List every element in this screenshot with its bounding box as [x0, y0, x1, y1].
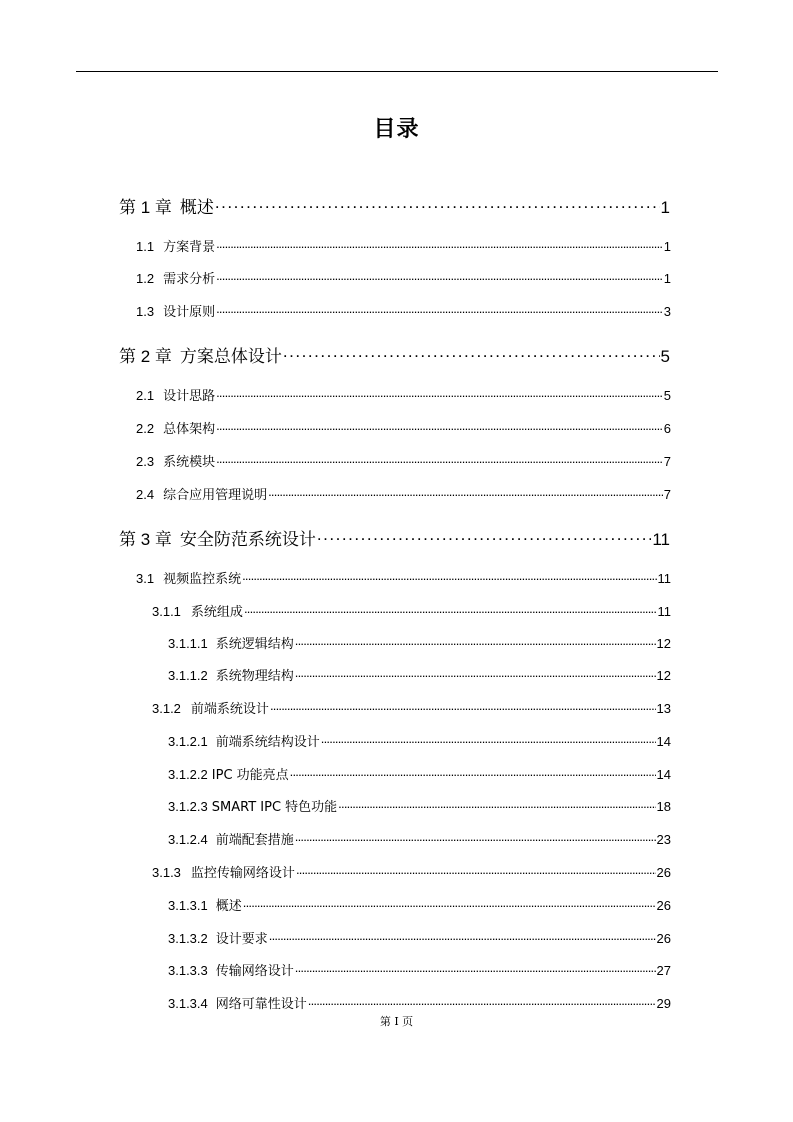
toc-entry-number: 3.1.2.1 [168, 734, 208, 749]
toc-entry[interactable] [168, 829, 671, 848]
toc-entry[interactable] [168, 731, 671, 750]
dot-leader [295, 635, 656, 648]
toc-entry-page: 11 [657, 604, 671, 619]
toc-entry-page: 29 [656, 996, 671, 1011]
toc-entry-page: 26 [656, 865, 671, 880]
toc-entry-number: 3.1 [136, 571, 155, 586]
toc-entry-number: 3.1.2.3 [168, 799, 208, 814]
toc-entry-page: 13 [656, 701, 671, 716]
toc-entry[interactable] [136, 418, 671, 437]
toc-entry[interactable] [168, 764, 671, 783]
toc-entry-number: 3.1.1.1 [168, 636, 208, 651]
toc-entry-page: 6 [663, 421, 671, 436]
toc-entry-number: 1.1 [136, 239, 155, 254]
toc-entry[interactable] [119, 525, 670, 550]
toc-entry-label: 设计思路 [163, 389, 216, 404]
toc-entry-label: 网络可靠性设计 [215, 997, 307, 1012]
toc-entry-page: 12 [656, 668, 671, 683]
toc-entry-page: 1 [663, 239, 671, 254]
dot-leader [216, 453, 663, 466]
toc-entry-page: 7 [663, 487, 671, 502]
dot-leader [295, 667, 656, 680]
toc-entry-page: 3 [663, 304, 671, 319]
toc-entry-label: 前端系统设计 [190, 702, 269, 717]
dot-leader [216, 238, 663, 251]
toc-entry-page: 5 [663, 388, 671, 403]
toc-entry-number: 3.1.2.4 [168, 832, 208, 847]
toc-entry-label: 监控传输网络设计 [190, 866, 295, 881]
toc-entry-number: 1.3 [136, 304, 155, 319]
toc-entry[interactable] [119, 193, 670, 218]
toc-entry-label: 方案背景 [163, 240, 216, 255]
toc-title: 目录 [373, 117, 420, 142]
toc-entry[interactable] [136, 484, 671, 503]
toc-entry-number: 3.1.3 [152, 865, 181, 880]
toc-entry[interactable] [168, 796, 671, 815]
toc-entry-label: 视频监控系统 [163, 572, 242, 587]
toc-entry-label: 前端系统结构设计 [215, 735, 320, 750]
dot-leader [243, 897, 656, 910]
toc-entry[interactable] [152, 698, 671, 717]
toc-entry-number: 第 3 章 [119, 530, 172, 549]
dot-leader [216, 303, 663, 316]
toc-entry-label: 系统模块 [163, 455, 216, 470]
dot-leader [338, 798, 655, 811]
toc-entry-page: 23 [656, 832, 671, 847]
toc-entry-page: 12 [656, 636, 671, 651]
toc-entry[interactable] [168, 993, 671, 1012]
dot-leader [290, 766, 656, 779]
toc-entry-label: 设计原则 [163, 305, 216, 320]
toc-entry-number: 2.1 [136, 388, 155, 403]
toc-entry[interactable] [168, 633, 671, 652]
dot-leader [269, 930, 656, 943]
page-footer: 第 I 页 [379, 1015, 414, 1028]
toc-entry-label: 方案总体设计 [179, 347, 282, 367]
toc-entry-label: 前端配套措施 [215, 833, 294, 848]
toc-entry-page: 14 [656, 767, 671, 782]
dot-leader [244, 603, 657, 616]
toc-entry[interactable] [152, 862, 671, 881]
dot-leader [242, 570, 656, 583]
toc-entry-page: 1 [663, 271, 671, 286]
dot-leader [295, 962, 656, 975]
toc-entry[interactable] [136, 236, 671, 255]
toc-entry[interactable] [136, 451, 671, 470]
toc-entry-number: 2.2 [136, 421, 155, 436]
toc-entry-page: 1 [660, 198, 670, 217]
dot-leader [296, 864, 656, 877]
dot-leader [321, 733, 656, 746]
toc-entry-label: 需求分析 [163, 272, 216, 287]
dot-leader [295, 831, 656, 844]
dot-leader [216, 270, 663, 283]
toc-entry[interactable] [136, 568, 671, 587]
toc-entry-page: 11 [657, 571, 671, 586]
toc-entry-label: 概述 [179, 198, 214, 218]
dot-leader [270, 700, 656, 713]
dot-leader [308, 995, 656, 1008]
toc-entry-label: SMART IPC 特色功能 [211, 800, 338, 815]
toc-entry[interactable] [136, 268, 671, 287]
toc-entry-label: IPC 功能亮点 [211, 768, 289, 783]
toc-entry-number: 3.1.3.4 [168, 996, 208, 1011]
dot-leader [216, 387, 663, 400]
toc-entry-number: 3.1.2 [152, 701, 181, 716]
dot-leader [317, 528, 651, 545]
toc-entry[interactable] [168, 665, 671, 684]
toc-entry-page: 26 [656, 931, 671, 946]
toc-entry-label: 安全防范系统设计 [179, 530, 316, 550]
toc-entry-page: 27 [656, 963, 671, 978]
toc-entry-number: 3.1.3.1 [168, 898, 208, 913]
toc-entry-number: 1.2 [136, 271, 155, 286]
toc-entry-label: 概述 [215, 899, 242, 914]
toc-entry[interactable] [152, 601, 671, 620]
toc-entry[interactable] [119, 342, 670, 367]
toc-entry-label: 系统组成 [190, 605, 243, 620]
toc-entry-number: 3.1.1 [152, 604, 181, 619]
toc-entry[interactable] [168, 895, 671, 914]
toc-entry-number: 3.1.2.2 [168, 767, 208, 782]
toc-entry-number: 第 2 章 [119, 347, 172, 366]
toc-entry-page: 7 [663, 454, 671, 469]
toc-entry[interactable] [168, 928, 671, 947]
toc-entry-label: 系统物理结构 [215, 669, 294, 684]
toc-entry-number: 2.4 [136, 487, 155, 502]
toc-entry-page: 5 [660, 347, 670, 366]
dot-leader [216, 420, 663, 433]
toc-entry-page: 11 [652, 530, 670, 549]
toc-entry[interactable] [136, 385, 671, 404]
toc-entry-number: 3.1.1.2 [168, 668, 208, 683]
toc-entry-number: 3.1.3.3 [168, 963, 208, 978]
dot-leader [283, 345, 660, 362]
dot-leader [268, 486, 663, 499]
toc-entry-label: 传输网络设计 [215, 964, 294, 979]
toc-entry-label: 综合应用管理说明 [163, 488, 268, 503]
toc-entry-page: 14 [656, 734, 671, 749]
toc-entry-label: 总体架构 [163, 422, 216, 437]
toc-entry[interactable] [168, 960, 671, 979]
toc-entry-number: 2.3 [136, 454, 155, 469]
toc-entry-number: 第 1 章 [119, 198, 172, 217]
dot-leader [215, 196, 660, 213]
toc-entry-page: 26 [656, 898, 671, 913]
toc-entry-number: 3.1.3.2 [168, 931, 208, 946]
toc-entry-label: 设计要求 [215, 932, 268, 947]
toc-entry[interactable] [136, 301, 671, 320]
toc-entry-page: 18 [656, 799, 671, 814]
toc-entry-label: 系统逻辑结构 [215, 637, 294, 652]
